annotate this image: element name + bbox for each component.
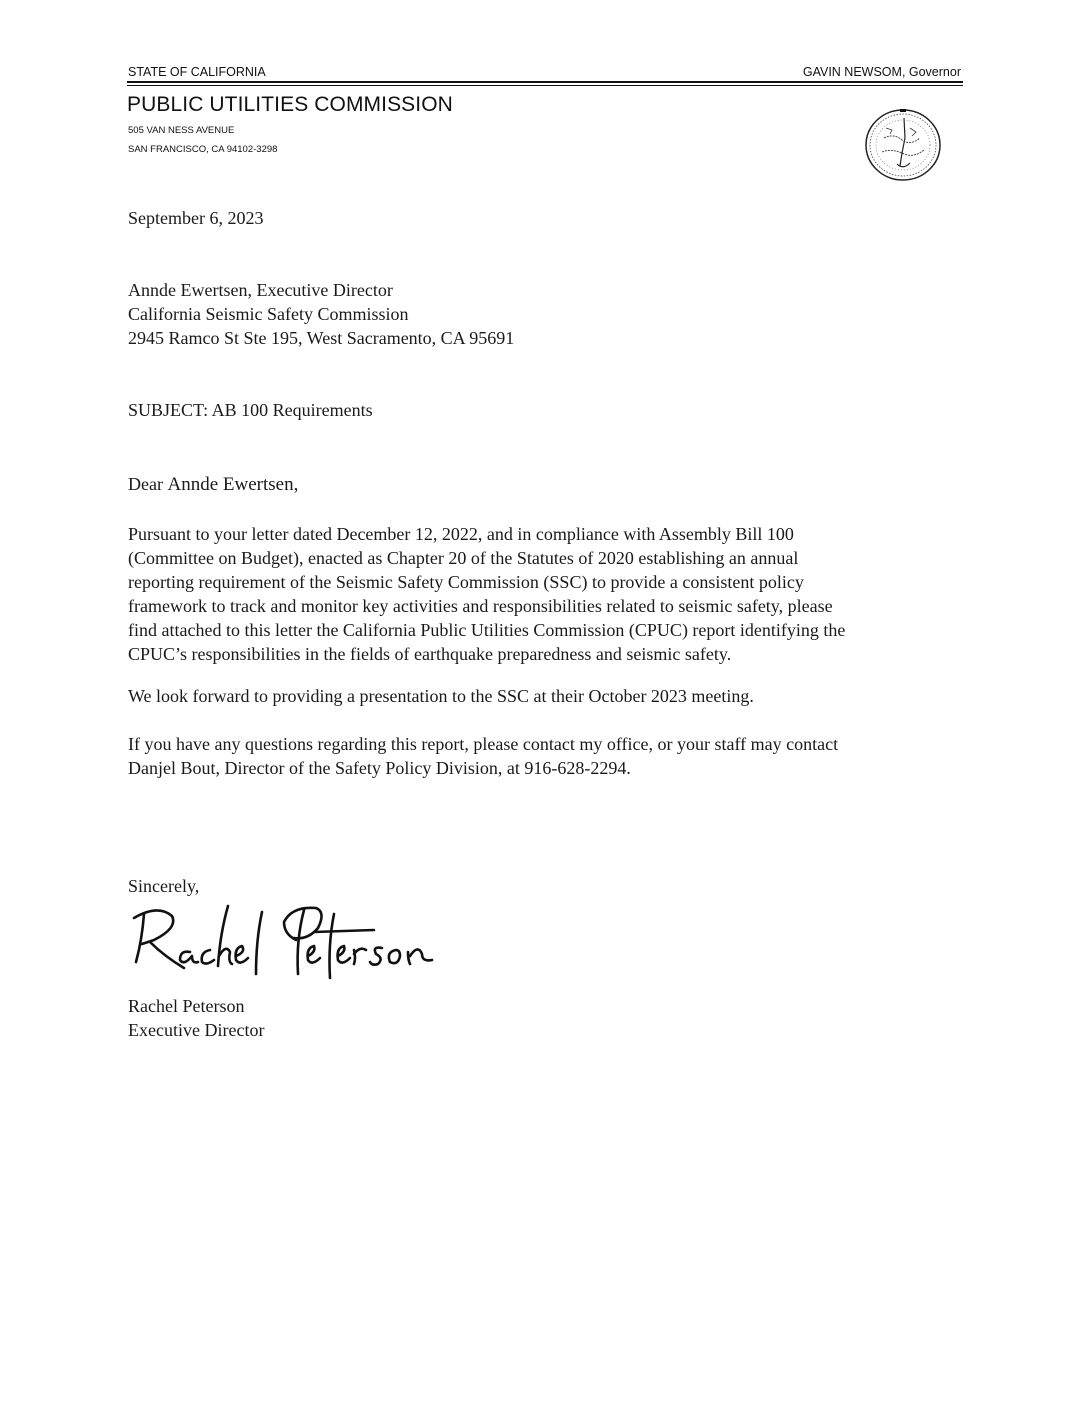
paragraph-line: (Committee on Budget), enacted as Chapter 20 of the Statutes of 2020 establishing an annual xyxy=(128,548,799,568)
governor-label: GAVIN NEWSOM, Governor xyxy=(802,65,961,79)
paragraph-line: framework to track and monitor key activities and responsibilities related to seismic safety, please xyxy=(128,596,833,616)
recipient-organization: California Seismic Safety Commission xyxy=(128,304,409,324)
body-paragraph-3 xyxy=(128,732,958,780)
body-paragraph-2 xyxy=(128,684,958,708)
agency-address-line1: 505 VAN NESS AVENUE xyxy=(128,125,235,136)
header-rule-thin xyxy=(127,85,963,86)
paragraph-line: CPUC’s responsibilities in the fields of earthquake preparedness and seismic safety. xyxy=(128,644,732,664)
signatory-name: Rachel Peterson xyxy=(128,996,245,1016)
handwritten-signature xyxy=(128,900,448,982)
state-label: STATE OF CALIFORNIA xyxy=(128,65,266,79)
recipient-name: Annde Ewertsen, Executive Director xyxy=(128,280,393,300)
closing-sincerely: Sincerely, xyxy=(128,876,200,896)
letter-date: September 6, 2023 xyxy=(128,208,264,228)
salutation xyxy=(128,474,298,496)
paragraph-line: We look forward to providing a presentation to the SSC at their October 2023 meeting. xyxy=(128,686,754,706)
signatory-title: Executive Director xyxy=(128,1020,265,1040)
subject-line: SUBJECT: AB 100 Requirements xyxy=(128,400,373,420)
agency-address-line2: SAN FRANCISCO, CA 94102-3298 xyxy=(128,144,278,155)
agency-name: PUBLIC UTILITIES COMMISSION xyxy=(127,93,453,116)
paragraph-line: If you have any questions regarding this report, please contact my office, or your staff may contact xyxy=(128,734,839,754)
paragraph-line: find attached to this letter the California Public Utilities Commission (CPUC) report identifying the xyxy=(128,620,846,640)
recipient-address: 2945 Ramco St Ste 195, West Sacramento, CA 95691 xyxy=(128,328,515,348)
header-rule-thick xyxy=(127,81,963,83)
salutation-name: Annde Ewertsen, xyxy=(167,474,299,495)
state-seal-icon xyxy=(864,108,942,182)
paragraph-line: reporting requirement of the Seismic Safety Commission (SSC) to provide a consistent policy xyxy=(128,572,804,592)
salutation-prefix: Dear xyxy=(128,474,168,494)
body-paragraph-1 xyxy=(128,522,958,666)
paragraph-line: Danjel Bout, Director of the Safety Policy Division, at 916-628-2294. xyxy=(128,758,631,778)
paragraph-line: Pursuant to your letter dated December 12, 2022, and in compliance with Assembly Bill 100 xyxy=(128,524,794,544)
